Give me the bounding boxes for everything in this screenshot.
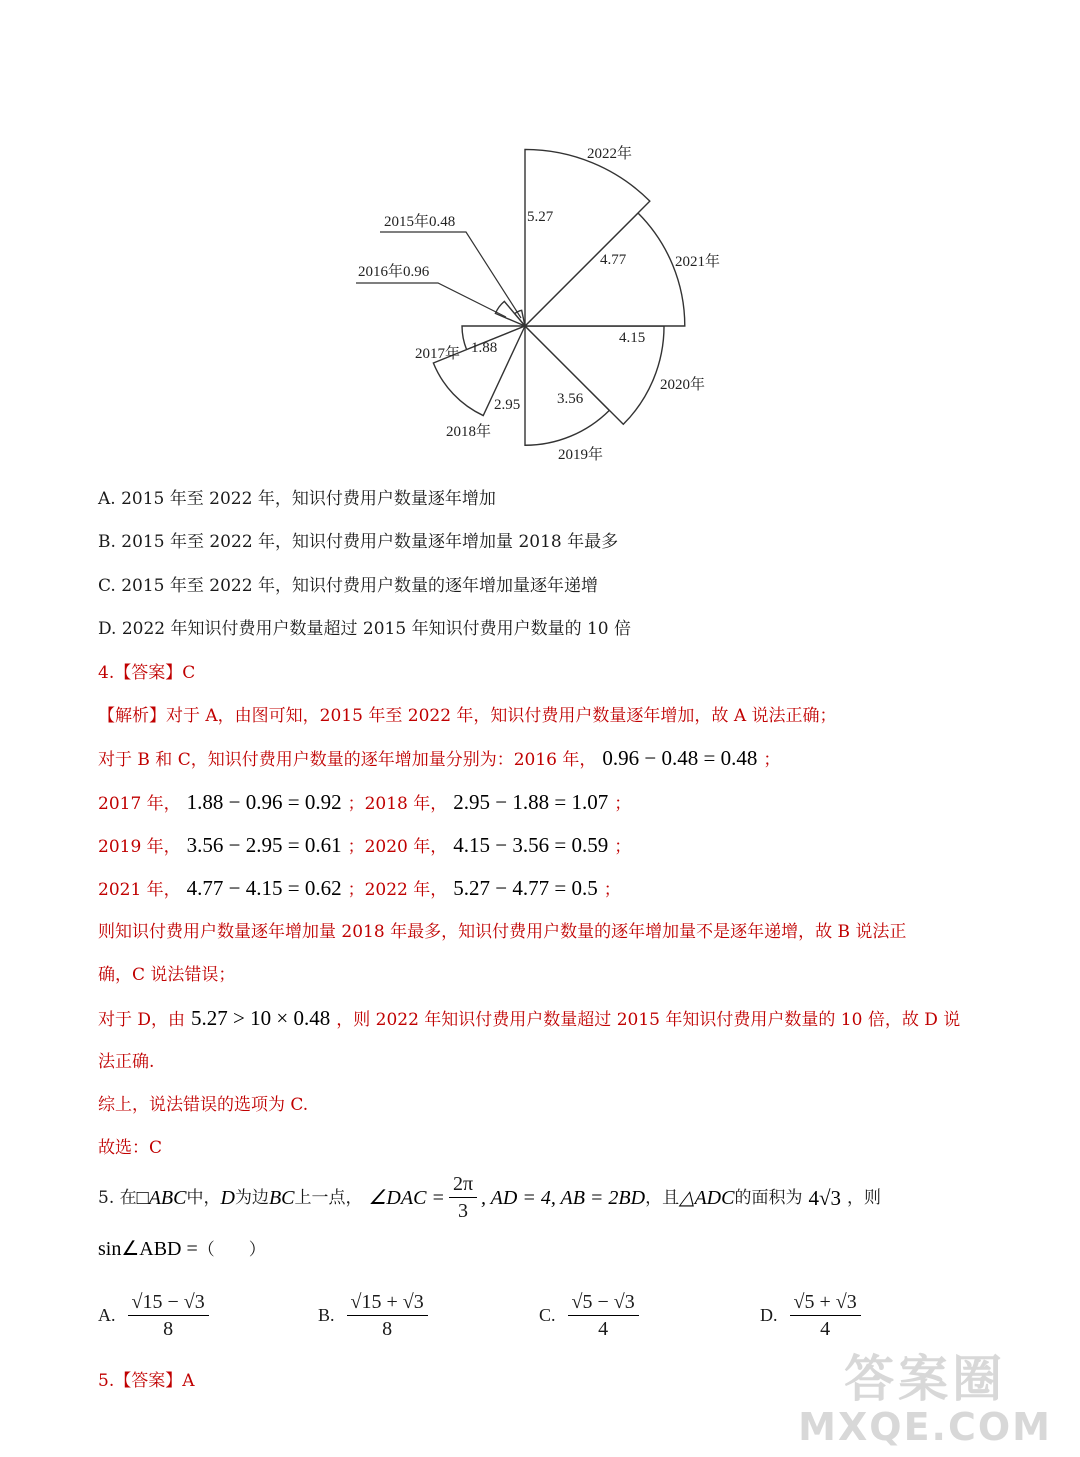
q4-analysis-10: 综上，说法错误的选项为 C. <box>98 1095 309 1115</box>
value-2021: 4.77 <box>600 252 627 268</box>
text: 为边 <box>234 1187 269 1208</box>
text: 上一点， <box>294 1187 363 1208</box>
value-2017: 1.88 <box>471 340 498 356</box>
triangle-adc: △ADC <box>679 1186 735 1209</box>
option-c: C. 2015 年至 2022 年，知识付费用户数量的逐年增加量逐年递增 <box>98 576 598 596</box>
side-bc: BC <box>268 1186 295 1209</box>
q5-option-d <box>760 1290 865 1341</box>
separator: ； <box>603 880 621 900</box>
numerator: 2π <box>449 1172 477 1198</box>
numerator: √5 − √3 <box>568 1290 639 1316</box>
separator: ； <box>614 794 632 814</box>
label-2022: 2022年 <box>587 146 633 162</box>
equation: 2.95 − 1.88 = 1.07 <box>453 790 609 814</box>
triangle-abc: □ABC <box>136 1186 187 1209</box>
equation: 4.15 − 3.56 = 0.59 <box>453 833 609 857</box>
denominator: 8 <box>382 1318 393 1340</box>
conditions: , AD = 4, AB = 2BD <box>481 1186 646 1209</box>
denominator: 3 <box>457 1200 468 1222</box>
option-label: D. <box>760 1305 778 1325</box>
value-2020: 4.15 <box>619 330 646 346</box>
equation: 0.96 − 0.48 = 0.48 <box>602 746 758 770</box>
q4-analysis-6: 则知识付费用户数量逐年增加量 2018 年最多，知识付费用户数量的逐年增加量不是逐年递增，故 B 说法正 <box>98 922 907 942</box>
q4-analysis-5 <box>98 877 621 901</box>
q4-analysis-8 <box>98 1007 960 1031</box>
q4-analysis-7: 确，C 说法错误； <box>98 965 236 985</box>
equation: 3.56 − 2.95 = 0.61 <box>186 833 342 857</box>
text: 2019 年， <box>98 837 181 857</box>
value-2018: 2.95 <box>494 397 521 413</box>
option-fraction <box>568 1290 639 1341</box>
option-d: D. 2022 年知识付费用户数量超过 2015 年知识付费用户数量的 10 倍 <box>98 619 632 639</box>
expression: sin∠ABD = <box>98 1238 198 1260</box>
fraction-2pi-3 <box>449 1172 477 1223</box>
label-2016: 2016年0.96 <box>358 264 430 280</box>
watermark-line2: MXQE.COM <box>798 1405 1052 1449</box>
text: ，则 <box>847 1187 881 1208</box>
equation: 4.77 − 4.15 = 0.62 <box>186 876 342 900</box>
text: 2018 年， <box>364 794 448 814</box>
q5-stem <box>98 1172 881 1223</box>
option-label: C. <box>539 1305 556 1325</box>
area-value: 4√3 <box>808 1185 841 1210</box>
q4-final: 故选：C <box>98 1138 163 1158</box>
option-b: B. 2015 年至 2022 年，知识付费用户数量逐年增加量 2018 年最多 <box>98 532 619 552</box>
q4-analysis-3 <box>98 791 631 815</box>
q5-stem-2 <box>98 1238 266 1261</box>
label-2015: 2015年0.48 <box>384 214 456 230</box>
q4-answer: 4.【答案】C <box>98 663 196 683</box>
label-2018: 2018年 <box>446 424 492 440</box>
numerator: √5 + √3 <box>790 1290 861 1316</box>
text: ，则 2022 年知识付费用户数量超过 2015 年知识付费用户数量的 10 倍，故 D 说 <box>336 1010 961 1030</box>
option-fraction <box>128 1290 209 1341</box>
option-a: A. 2015 年至 2022 年，知识付费用户数量逐年增加 <box>98 489 496 509</box>
q5-answer: 5.【答案】A <box>98 1371 195 1391</box>
watermark-line1: 答案圈 <box>844 1350 1007 1408</box>
numerator: √15 + √3 <box>347 1290 428 1316</box>
label-2021: 2021年 <box>675 254 721 270</box>
text: 中， <box>186 1187 221 1208</box>
text: 的面积为 <box>734 1187 803 1208</box>
text: ，且 <box>645 1187 680 1208</box>
watermark-logo <box>798 1351 1052 1447</box>
q4-analysis-1: 【解析】对于 A，由图可知，2015 年至 2022 年，知识付费用户数量逐年增加，故 A 说法正确； <box>98 706 837 726</box>
label-2019: 2019年 <box>558 447 604 463</box>
separator: ； <box>347 794 365 814</box>
inequality: 5.27 > 10 × 0.48 <box>191 1006 331 1030</box>
separator: ； <box>347 880 365 900</box>
text: 2022 年， <box>364 880 448 900</box>
denominator: 4 <box>820 1318 831 1340</box>
text: 2020 年， <box>364 837 448 857</box>
text: 2021 年， <box>98 880 181 900</box>
rose-chart <box>0 0 1080 480</box>
option-label: B. <box>318 1305 335 1325</box>
separator: ； <box>347 837 365 857</box>
q5-option-a <box>98 1290 213 1341</box>
label-2020: 2020年 <box>660 377 706 393</box>
point-d: D <box>220 1186 235 1209</box>
q4-analysis-9: 法正确. <box>98 1052 155 1072</box>
option-fraction <box>347 1290 428 1341</box>
label-2017: 2017年 <box>415 346 461 362</box>
separator: ； <box>763 750 781 770</box>
q4-analysis-4 <box>98 834 631 858</box>
leader-2016 <box>356 283 506 317</box>
denominator: 8 <box>163 1318 174 1340</box>
equation: 1.88 − 0.96 = 0.92 <box>186 790 342 814</box>
value-2019: 3.56 <box>557 391 584 407</box>
text: 对于 B 和 C，知识付费用户数量的逐年增加量分别为：2016 年， <box>98 750 597 770</box>
value-2022: 5.27 <box>527 209 554 225</box>
answer-parens: （ ） <box>197 1240 266 1260</box>
text: 对于 D，由 <box>98 1010 186 1030</box>
separator: ； <box>614 837 632 857</box>
text: 2017 年， <box>98 794 181 814</box>
option-fraction <box>790 1290 861 1341</box>
q5-option-b <box>318 1290 432 1341</box>
angle-dac: ∠DAC = <box>368 1186 445 1209</box>
q4-analysis-2 <box>98 747 780 771</box>
equation: 5.27 − 4.77 = 0.5 <box>453 876 598 900</box>
q5-option-c <box>539 1290 643 1341</box>
text: 5. 在 <box>98 1187 137 1208</box>
denominator: 4 <box>598 1318 609 1340</box>
numerator: √15 − √3 <box>128 1290 209 1316</box>
option-label: A. <box>98 1305 116 1325</box>
